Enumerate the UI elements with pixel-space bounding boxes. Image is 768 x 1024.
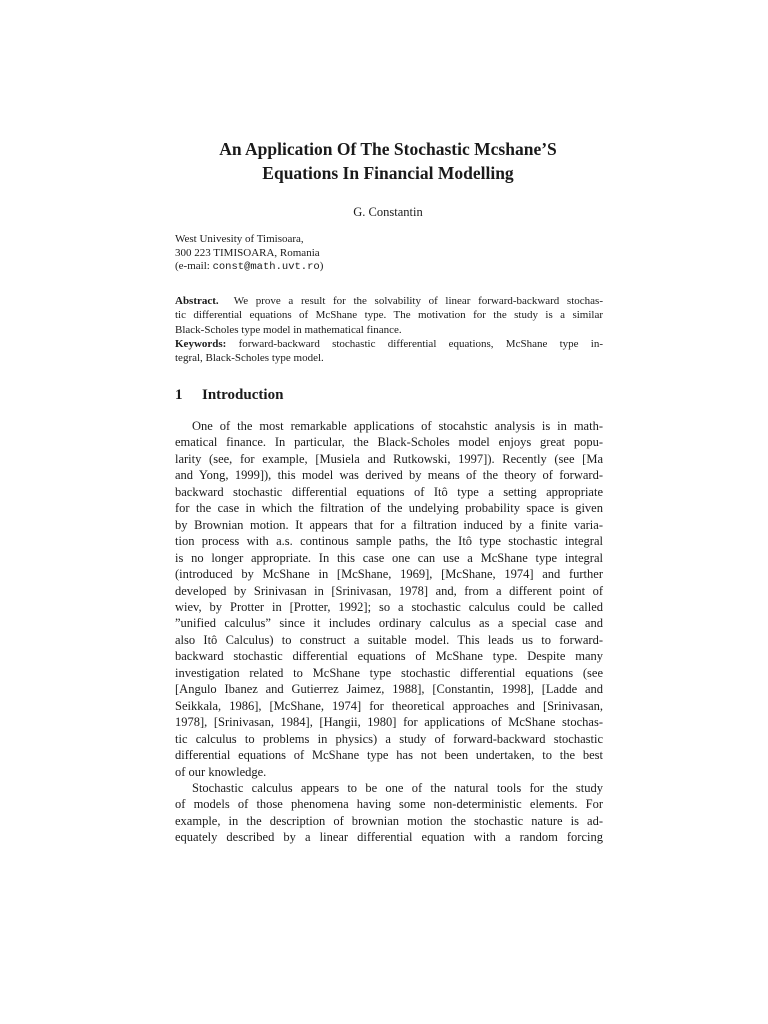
- paragraph-line: [Angulo Ibanez and Gutierrez Jaimez, 1988], [Constantin, 1998], [Ladde and: [175, 682, 603, 697]
- email-line: [175, 260, 323, 275]
- abstract-text: We prove a result for the solvability of linear forward-backward stochas-: [233, 295, 603, 307]
- abstract-line: tic differential equations of McShane type. The motivation for the study is a similar: [175, 309, 603, 322]
- paragraph-line: One of the most remarkable applications of stocahstic analysis is in math-: [192, 419, 603, 433]
- paragraph-line: also Itô Calculus) to construct a suitable model. This leads us to forward-: [175, 632, 603, 647]
- email-prefix: (e-mail:: [175, 260, 213, 272]
- paragraph-line: larity (see, for example, [Musiela and Rutkowski, 1997]). Recently (see [Ma: [175, 451, 603, 466]
- email-suffix: ): [319, 260, 324, 272]
- paragraph-line: of our knowledge.: [175, 764, 267, 779]
- paragraph-line: example, in the description of brownian motion the stochastic nature is ad-: [175, 813, 603, 828]
- paragraph-line: for the case in which the filtration of the undelying probability space is given: [175, 501, 603, 516]
- paragraph-line: wiev, by Protter in [Protter, 1992]; so a stochastic calculus could be called: [175, 599, 603, 614]
- paragraph-line: ”unified calculus” since it includes ordinary calculus as a special case and: [175, 616, 603, 631]
- keywords-text: forward-backward stochastic differential equations, McShane type in-: [238, 337, 604, 350]
- title-line: An Application Of The Stochastic Mcshane’S: [219, 139, 557, 159]
- paragraph-line: backward stochastic differential equations of Itô type a setting appropriate: [175, 484, 603, 499]
- paragraph-line: Stochastic calculus appears to be one of the natural tools for the study: [192, 780, 603, 795]
- author-name: G. Constantin: [353, 205, 423, 219]
- body-text: [175, 418, 603, 846]
- email-address: const@math.uvt.ro: [212, 261, 320, 273]
- abstract-line: [175, 294, 603, 308]
- paragraph-line: investigation related to McShane type stochastic differential equations (see: [175, 665, 603, 680]
- paper-title: [150, 137, 626, 185]
- abstract-block: [175, 294, 603, 365]
- paragraph-line: equately described by a linear differential equation with a random forcing: [175, 830, 603, 845]
- paragraph-line: backward stochastic differential equations of McShane type. Despite many: [175, 649, 603, 664]
- affiliation-line: 300 223 TIMISOARA, Romania: [175, 246, 320, 259]
- paragraph-line: and Yong, 1999]), this model was derived by means of the theory of forward-: [175, 468, 603, 483]
- paragraph-line: 1978], [Srinivasan, 1984], [Hangii, 1980] for applications of McShane stochas-: [175, 715, 603, 730]
- paragraph-line: tion process with a.s. continous sample paths, the Itô type stochastic integral: [175, 534, 603, 549]
- affiliation-line: West Univesity of Timisoara,: [175, 233, 304, 245]
- paragraph-line: differential equations of McShane type has not been undertaken, to the best: [175, 748, 603, 763]
- paragraph-line: (introduced by McShane in [McShane, 1969], [McShane, 1974] and further: [175, 567, 603, 582]
- keywords-line: [175, 337, 603, 351]
- paragraph-line: tic calculus to problems in physics) a study of forward-backward stochastic: [175, 731, 603, 746]
- section-heading: [175, 385, 283, 405]
- title-line: Equations In Financial Modelling: [262, 163, 514, 183]
- paragraph-line: is no longer appropriate. In this case one can use a McShane type integral: [175, 550, 603, 565]
- paragraph-line: of models of those phenomena having some non-deterministic elements. For: [175, 797, 603, 812]
- keywords-line: tegral, Black-Scholes type model.: [175, 352, 324, 365]
- abstract-label: Abstract.: [175, 295, 219, 307]
- keywords-label: Keywords:: [175, 337, 227, 350]
- paragraph-line: ematical finance. In particular, the Black-Scholes model enjoys great popu-: [175, 435, 603, 450]
- affiliation: [175, 233, 323, 275]
- section-title: Introduction: [202, 387, 284, 403]
- paragraph-line: Seikkala, 1986], [McShane, 1974] for theoretical approaches and [Srinivasan,: [175, 698, 603, 713]
- abstract-line: Black-Scholes type model in mathematical finance.: [175, 323, 402, 336]
- section-number: 1: [175, 387, 183, 403]
- paragraph-line: developed by Srinivasan in [Srinivasan, 1978] and, from a different point of: [175, 583, 603, 598]
- paragraph-line: by Brownian motion. It appears that for a filtration induced by a finite varia-: [175, 517, 603, 532]
